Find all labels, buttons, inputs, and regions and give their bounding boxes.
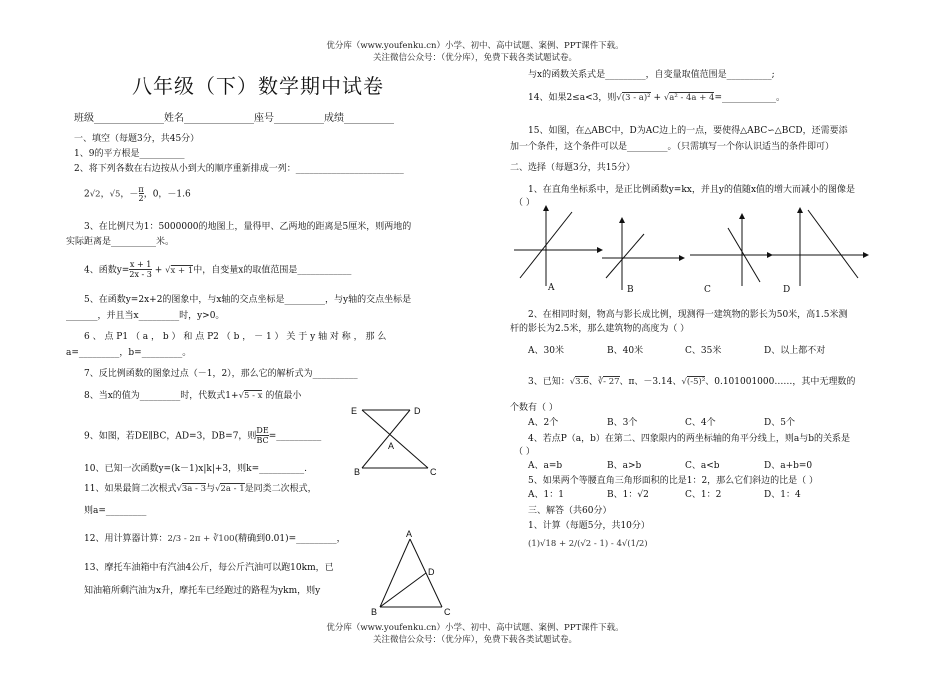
- c2-opt-c: C、35米: [685, 346, 722, 356]
- c4-opt-c: C、a<b: [685, 461, 720, 471]
- tri-label-c: C: [444, 607, 451, 617]
- q8-radical: √5 - x: [238, 391, 263, 401]
- c3-line-2: 个数有（ ）: [510, 403, 558, 413]
- de-bc-figure: [348, 402, 438, 477]
- q13-line-1: 13、摩托车油箱中有汽油4公斤，每公斤汽油可以跑10km，已: [84, 563, 334, 573]
- q2: 2、将下列各数在右边按从小到大的顺序重新排成一列：________________________: [74, 164, 404, 174]
- graph-label-a: A: [548, 283, 555, 293]
- s1-heading: 1、计算（每题5分，共10分）: [528, 521, 650, 531]
- q3-line-2: 实际距离是__________米。: [66, 237, 175, 247]
- c2-opt-b: B、40米: [607, 346, 644, 356]
- q11: 11、如果最简二次根式√3a - 3与√2a - 1是同类二次根式，: [84, 484, 317, 494]
- c3-opt-a: A、2个: [528, 418, 559, 428]
- c3-radical-1: √3.6: [569, 377, 589, 387]
- c3-radical-2: √(-5)²: [681, 377, 706, 387]
- de-label-c: C: [430, 467, 437, 477]
- graph-label-d: D: [783, 285, 791, 295]
- graph-b: [602, 218, 684, 290]
- section2-heading: 二、选择（每题3分，共15分）: [510, 163, 636, 173]
- q9-fraction: $\frac{DE}{BC}$: [256, 426, 269, 445]
- header-line-1: 优分库（www.youfenku.cn）小学、初中、高中试题、案例、PPT课件下载。: [326, 41, 624, 51]
- q4: 4、函数$y=\frac{x + 1}{2x - 3} + √x + 1$中，自变量x的取值范围是____________: [84, 260, 352, 279]
- page-title: 八年级（下）数学期中试卷: [132, 74, 384, 98]
- c3-opt-b: B、3个: [607, 418, 638, 428]
- de-label-b: B: [354, 467, 361, 477]
- graph-label-c: C: [704, 285, 711, 295]
- c3-opt-c: C、4个: [685, 418, 716, 428]
- q10: 10、已知一次函数y=(k－1)x|k|+3，则k=__________.: [84, 464, 307, 474]
- q2-tail: ，0，－1.6: [143, 189, 191, 200]
- q15-line-1: 15、如图，在△ABC中，D为AC边上的一点，要使得△ABC∽△BCD，还需要添: [528, 126, 848, 136]
- c5-opt-c: C、1：2: [685, 490, 722, 500]
- graph-label-b: B: [627, 285, 634, 295]
- c5-opt-b: B、1：√2: [607, 490, 649, 500]
- q2-pi-over-2: $\frac{\pi}{2}$: [138, 185, 144, 203]
- de-label-e: E: [351, 406, 358, 416]
- graph-d: [772, 208, 868, 286]
- de-label-d: D: [414, 406, 421, 416]
- q5-line-2: _______，并且当x_________时，y>0。: [66, 311, 225, 321]
- q7: 7、反比例函数的图象过点（－1，2），那么它的解析式为__________: [84, 369, 358, 379]
- q14-radical-2: √a² - 4a + 4: [663, 93, 715, 103]
- c4-line-1: 4、若点P（a，b）在第二、四象限内的两坐标轴的角平分线上，则a与b的关系是: [528, 434, 851, 444]
- student-info-line: 班级______________姓名______________座号__________成绩__________: [74, 113, 394, 124]
- c3-opt-d: D、5个: [764, 418, 795, 428]
- c5: 5、如果两个等腰直角三角形面积的比是1：2，那么它们斜边的比是（ ）: [528, 476, 819, 486]
- q1: 1、9的平方根是__________: [74, 149, 185, 159]
- q12-expression: 2/3 - 2π + ∛100: [167, 534, 235, 544]
- s1-q1: (1)√18 + 2/(√2 - 1) - 4√(1/2): [528, 539, 648, 549]
- q8: 8、当x的值为_________时，代数式1+√5 - x 的值最小: [84, 391, 302, 401]
- de-label-a: A: [388, 441, 395, 451]
- section3-heading: 三、解答（共60分）: [528, 506, 612, 516]
- footer-line-1: 优分库（www.youfenku.cn）小学、初中、高中试题、案例、PPT课件下载。: [326, 623, 624, 633]
- c1-line-2: （ ）: [514, 198, 535, 208]
- q11-line-2: 则a=_________: [84, 506, 147, 516]
- c5-opt-d: D、1：4: [764, 490, 801, 500]
- c2-opt-d: D、以上都不对: [764, 346, 826, 356]
- q6-line-2: a=_________，b=_________。: [66, 348, 192, 358]
- c2-opt-a: A、30米: [528, 346, 564, 356]
- q13-line-2: 知油箱所剩汽油为x升，摩托车已经跑过的路程为ykm，则y: [84, 586, 321, 596]
- q6-line-1: 6 、 点 P1 （ a ， b ） 和 点 P2 （ b ， － 1 ） 关 于 y 轴 对 称 ， 那 么: [84, 332, 387, 342]
- choice-graphs: [510, 198, 890, 298]
- c4-line-2: （ ）: [514, 447, 535, 457]
- q13-continuation: 与x的函数关系式是_________，自变量取值范围是__________;: [528, 70, 775, 80]
- q15-line-2: 加一个条件，这个条件可以是_________。（只需填写一个你认识适当的条件即可）: [510, 142, 835, 152]
- q5-line-1: 5、在函数y=2x+2的图象中，与x轴的交点坐标是_________，与y轴的交点坐标是: [84, 295, 412, 305]
- q9: 9、如图，若DE∥BC，AD=3，DB=7，则$\frac{DE}{BC}=\_\_\_\_\_\_\_\_\_\_$: [84, 426, 322, 445]
- c3-cube-root: ∛- 27: [597, 377, 620, 387]
- q11-radical-1: √3a - 3: [176, 484, 207, 494]
- c4-opt-d: D、a+b=0: [764, 461, 813, 471]
- graph-c: [690, 214, 772, 286]
- q11-radical-2: √2a - 1: [215, 484, 245, 494]
- c2-line-1: 2、在相同时刻，物高与影长成比例，现测得一建筑物的影长为50米，高1.5米测: [528, 310, 848, 320]
- section1-heading: 一、填空（每题3分，共45分）: [74, 134, 200, 144]
- footer-line-2: 关注微信公众号：（优分库），免费下载各类试题试卷。: [372, 635, 577, 645]
- c3: 3、已知：√3.6、∛- 27、π、－3.14、√(-5)²、0.101001000……，其中无理数的: [528, 377, 856, 387]
- q14-radical-1: √(3 - a)²: [616, 93, 651, 103]
- c4-opt-a: A、a=b: [528, 461, 563, 471]
- q4-fraction: $\frac{x + 1}{2x - 3}$: [129, 260, 152, 279]
- c2-line-2: 杆的影长为2.5米，那么建筑物的高度为（ ）: [510, 324, 690, 334]
- tri-label-b: B: [371, 607, 378, 617]
- q3-line-1: 3、在比例尺为1：5000000的地图上，量得甲、乙两地的距离是5厘米，则两地的: [84, 222, 412, 232]
- triangle-figure: [368, 527, 458, 619]
- graph-a: [514, 206, 602, 286]
- q2-numbers: 2√2，√5，$-\frac{\pi}{2}$，0，－1.6: [84, 185, 191, 203]
- c1-line-1: 1、在直角坐标系中，是正比例函数y=kx，并且y的值随x值的增大而减小的图像是: [528, 185, 856, 195]
- q2-num-a: 2: [84, 189, 90, 200]
- c4-opt-b: B、a>b: [607, 461, 642, 471]
- header-line-2: 关注微信公众号：（优分库），免费下载各类试题试卷。: [372, 53, 577, 63]
- c5-opt-a: A、1：1: [528, 490, 564, 500]
- q4-radical: √x + 1: [165, 265, 194, 276]
- q14: 14、如果2≤a<3，则√(3 - a)² + √a² - 4a + 4=____________。: [528, 93, 785, 103]
- tri-label-a: A: [406, 529, 413, 539]
- tri-label-d: D: [428, 567, 435, 577]
- q12: 12、用计算器计算：2/3 - 2π + ∛100(精确到0.01)=_________，: [84, 534, 346, 544]
